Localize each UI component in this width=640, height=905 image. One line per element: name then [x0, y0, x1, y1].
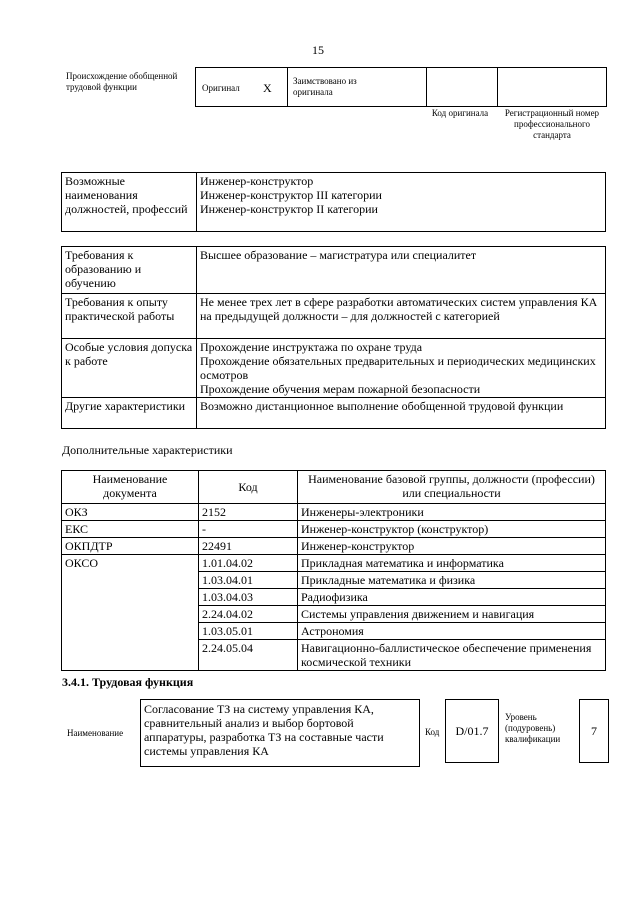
function-level-label: Уровень (подуровень) квалификации — [505, 712, 561, 744]
header-document: Наименование документа — [62, 471, 199, 504]
req-value-experience: Не менее трех лет в сфере разработки автоматических систем управления КА на предыдущей должности – для должностей с категорией — [197, 294, 606, 339]
cell-code: 22491 — [199, 538, 298, 555]
req-value-education: Высшее образование – магистратура или специалитет — [197, 247, 606, 294]
requirements-table — [61, 246, 606, 429]
cell-code: 1.03.04.01 — [199, 572, 298, 589]
req-label-other: Другие характеристики — [62, 398, 197, 429]
borrowed-label: Заимствовано из оригинала — [293, 76, 357, 97]
positions-table — [61, 172, 606, 232]
function-level-value: 7 — [579, 699, 609, 763]
req-value-other: Возможно дистанционное выполнение обобщенной трудовой функции — [197, 398, 606, 429]
table-row — [62, 504, 606, 521]
reg-number-caption: Регистрационный номер профессионального стандарта — [504, 108, 600, 140]
cell-doc: ЕКС — [62, 521, 199, 538]
cell-name: Прикладные математика и физика — [298, 572, 606, 589]
additional-table — [61, 470, 606, 671]
req-label-education: Требования к образованию и обучению — [62, 247, 197, 294]
header-name: Наименование базовой группы, должности (профессии) или специальности — [298, 471, 606, 504]
cell-name: Инженеры-электроники — [298, 504, 606, 521]
cell-name: Системы управления движением и навигация — [298, 606, 606, 623]
positions-values — [197, 173, 606, 232]
function-code-value: D/01.7 — [445, 699, 499, 763]
original-cell — [195, 67, 288, 107]
cell-name: Астрономия — [298, 623, 606, 640]
cell-doc-okso: ОКСО — [62, 555, 199, 671]
cell-code: - — [199, 521, 298, 538]
cell-name: Навигационно-баллистическое обеспечение применения космической техники — [298, 640, 606, 671]
cell-code: 2.24.05.04 — [199, 640, 298, 671]
reg-number-cell — [497, 67, 607, 107]
function-name-label: Наименование — [67, 728, 124, 738]
cell-doc: ОКПДТР — [62, 538, 199, 555]
position-item: Инженер-конструктор — [200, 174, 314, 188]
header-code: Код — [199, 471, 298, 504]
req-label-experience: Требования к опыту практической работы — [62, 294, 197, 339]
borrowed-cell — [287, 67, 427, 107]
function-heading: 3.4.1. Трудовая функция — [62, 675, 194, 689]
req-label-special: Особые условия допуска к работе — [62, 339, 197, 398]
cell-code: 1.03.04.03 — [199, 589, 298, 606]
table-row — [62, 555, 606, 572]
cell-code: 2152 — [199, 504, 298, 521]
table-row — [62, 521, 606, 538]
cell-name: Радиофизика — [298, 589, 606, 606]
cell-name: Инженер-конструктор — [298, 538, 606, 555]
cell-code: 1.03.05.01 — [199, 623, 298, 640]
cell-code: 1.01.04.02 — [199, 555, 298, 572]
cell-code: 2.24.04.02 — [199, 606, 298, 623]
code-original-caption: Код оригинала — [431, 108, 489, 118]
position-item: Инженер-конструктор II категории — [200, 202, 378, 216]
original-label: Оригинал — [202, 83, 240, 93]
cell-name: Прикладная математика и информатика — [298, 555, 606, 572]
additional-title: Дополнительные характеристики — [62, 443, 233, 457]
cell-name: Инженер-конструктор (конструктор) — [298, 521, 606, 538]
positions-label: Возможные наименования должностей, профессий — [62, 173, 197, 232]
code-original-cell — [426, 67, 498, 107]
cell-doc: ОКЗ — [62, 504, 199, 521]
page-number: 15 — [312, 43, 324, 57]
req-value-special: Прохождение инструктажа по охране труда Прохождение обязательных предварительных и периодических медицинских осмотров Прохождение обучения мерам пожарной безопасности — [197, 339, 606, 398]
original-mark: X — [263, 81, 272, 95]
position-item: Инженер-конструктор III категории — [200, 188, 382, 202]
function-name-value: Согласование ТЗ на систему управления КА, сравнительный анализ и выбор бортовой аппаратуры, разработка ТЗ на составные части системы управления КА — [140, 699, 420, 767]
table-row — [62, 538, 606, 555]
function-code-label: Код — [425, 727, 440, 737]
origin-label: Происхождение обобщенной трудовой функции — [66, 71, 178, 92]
